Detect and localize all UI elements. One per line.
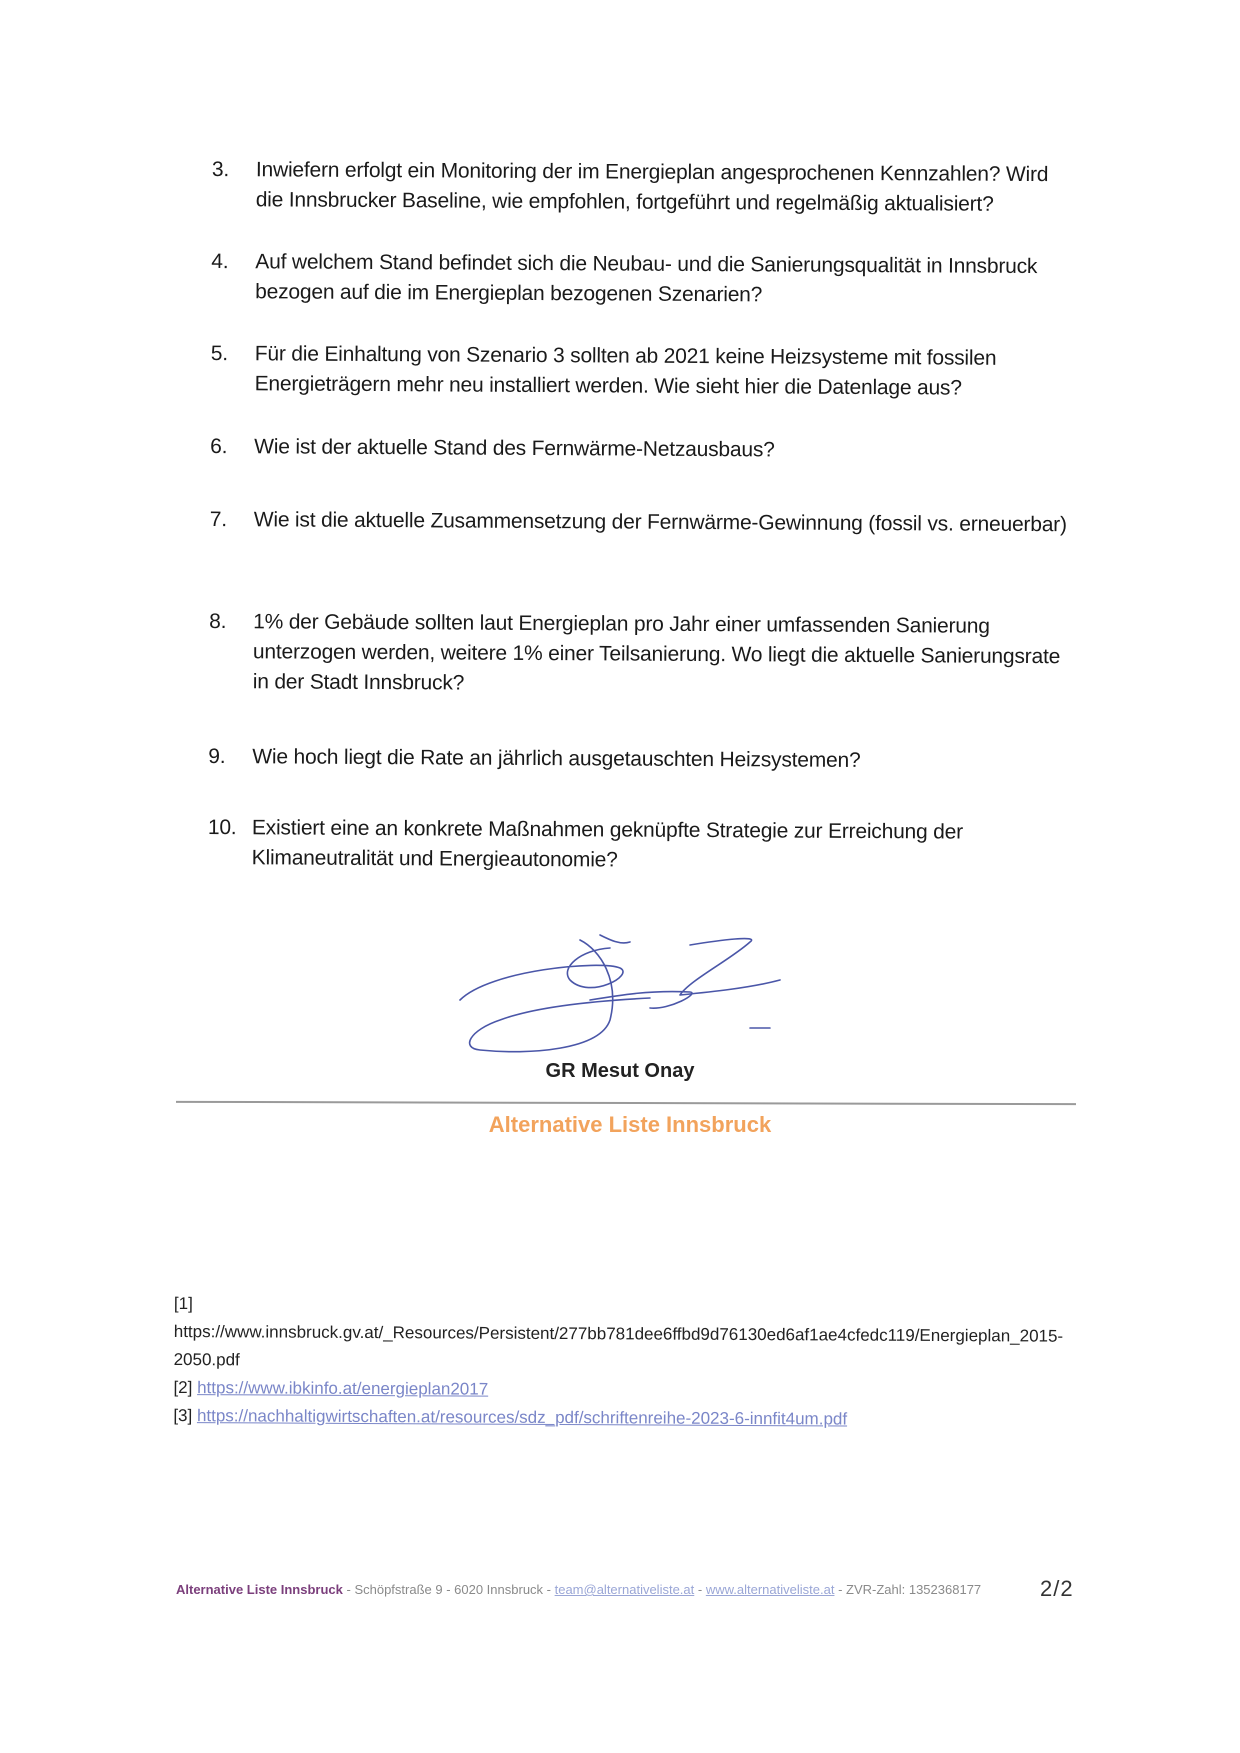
question-item bbox=[211, 339, 1071, 404]
question-text: Wie ist der aktuelle Stand des Fernwärme-Netzausbaus? bbox=[254, 435, 775, 462]
footnote-item bbox=[174, 1290, 1074, 1379]
question-text: Für die Einhaltung von Szenario 3 sollten ab 2021 keine Heizsysteme mit fossilen Energieträgern mehr neu installiert werden. Wie sieht hier die Datenlage aus? bbox=[254, 342, 997, 400]
footer-website-link[interactable]: www.alternativeliste.at bbox=[705, 1582, 835, 1597]
question-item bbox=[208, 813, 1068, 878]
footnote-marker: [1] bbox=[173, 1294, 193, 1314]
question-number: 6. bbox=[210, 434, 228, 459]
footnote-marker: [2] bbox=[173, 1377, 193, 1398]
question-number: 9. bbox=[208, 744, 226, 769]
footnote-link[interactable]: https://nachhaltigwirtschaften.at/resources/sdz_pdf/schriftenreihe-2023-6-innfit4um.pdf bbox=[196, 1406, 848, 1429]
organization-name: Alternative Liste Innsbruck bbox=[488, 1112, 772, 1137]
footnote-link[interactable]: https://www.ibkinfo.at/energieplan2017 bbox=[197, 1378, 489, 1399]
signer-name: GR Mesut Onay bbox=[545, 1060, 695, 1082]
question-item bbox=[210, 505, 1067, 540]
question-item bbox=[208, 742, 860, 776]
divider-line bbox=[176, 1101, 1076, 1105]
question-text: Auf welchem Stand befindet sich die Neubau- und die Sanierungsqualität in Innsbruck bezogen auf die im Energieplan bezogenen Szenarien? bbox=[255, 250, 1038, 307]
question-text: Inwiefern erfolgt ein Monitoring der im Energieplan angesprochenen Kennzahlen? Wird die Innsbrucker Baseline, wie empfohlen, fortgeführt und regelmäßig aktualisiert? bbox=[255, 158, 1049, 216]
question-text: Wie hoch liegt die Rate an jährlich ausgetauschten Heizsystemen? bbox=[252, 745, 861, 772]
footer-zvr: - ZVR-Zahl: 1352368177 bbox=[834, 1582, 982, 1597]
question-number: 7. bbox=[209, 507, 227, 532]
question-item bbox=[210, 432, 775, 465]
question-text: Wie ist die aktuelle Zusammensetzung der Fernwärme-Gewinnung (fossil vs. erneuerbar) bbox=[253, 508, 1067, 537]
footnote-item bbox=[173, 1402, 1073, 1435]
footer-address: - Schöpfstraße 9 - 6020 Innsbruck - bbox=[342, 1582, 555, 1597]
question-item bbox=[212, 155, 1072, 220]
question-list bbox=[207, 155, 1072, 872]
question-number: 5. bbox=[210, 341, 228, 366]
question-item bbox=[211, 247, 1071, 312]
question-number: 8. bbox=[209, 609, 227, 634]
footnote-marker: [3] bbox=[173, 1405, 193, 1426]
question-number: 10. bbox=[207, 815, 237, 840]
footer-separator: - bbox=[694, 1582, 706, 1597]
question-number: 4. bbox=[211, 249, 229, 274]
page-footer bbox=[176, 1582, 1076, 1597]
footer-email-link[interactable]: team@alternativeliste.at bbox=[554, 1582, 695, 1597]
page-number: 2/2 bbox=[1040, 1576, 1074, 1601]
question-text: Existiert eine an konkrete Maßnahmen geknüpfte Strategie zur Erreichung der Klimaneutralität und Energieautonomie? bbox=[251, 816, 964, 872]
footnotes bbox=[173, 1290, 1074, 1435]
question-text: 1% der Gebäude sollten laut Energieplan pro Jahr einer umfassenden Sanierung unterzogen werden, weitere 1% einer Teilsanierung. Wo liegt die aktuelle Sanierungsrate in der Stadt Innsbruck? bbox=[252, 610, 1061, 695]
footnote-text: https://www.innsbruck.gv.at/_Resources/Persistent/277bb781dee6ffbd9d76130ed6af1ae4cfedc119/Energieplan_2015-2050.pdf bbox=[173, 1321, 1064, 1370]
handwritten-signature bbox=[450, 920, 830, 1070]
question-item bbox=[209, 607, 1070, 702]
question-number: 3. bbox=[211, 157, 230, 182]
footer-org-name: Alternative Liste Innsbruck bbox=[176, 1582, 343, 1597]
